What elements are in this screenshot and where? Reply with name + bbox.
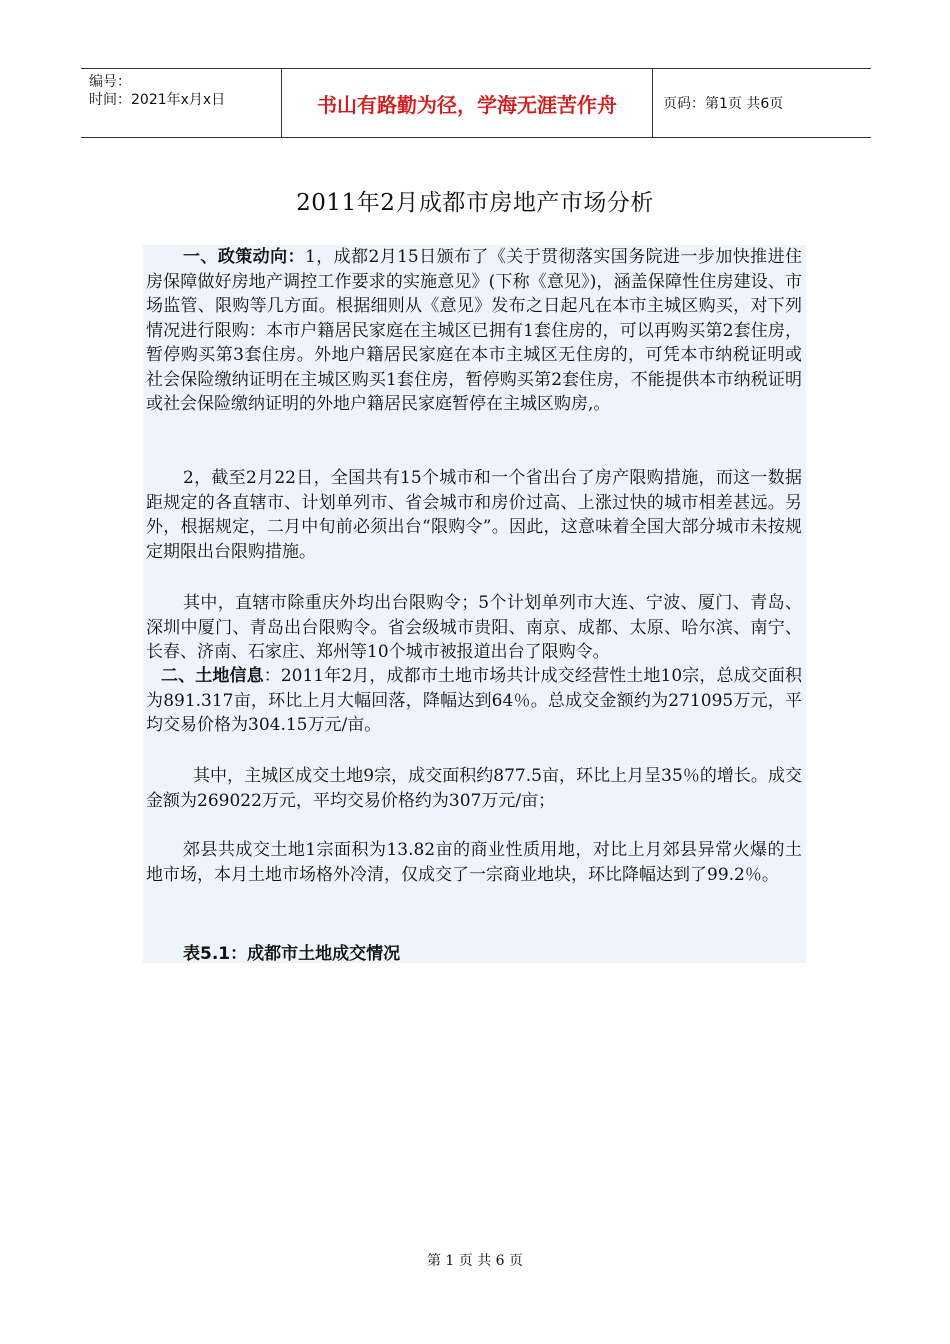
serial-label: 编号：	[89, 74, 131, 90]
document-title: 2011年2月成都市房地产市场分析	[296, 190, 654, 216]
header-motto: 书山有路勤为径，学海无涯苦作舟	[282, 69, 653, 137]
paragraph-policy-2: 2，截至2月22日，全国共有15个城市和一个省出台了房产限购措施，而这一数据距规定的各直辖市、计划单列市、省会城市和房价过高、上涨过快的城市相差甚远。另外，根据规定，二月中旬前必须出台“限购令”。因此，这意味着全国大部分城市未按规定期限出台限购措施。	[146, 468, 802, 562]
land-info-body: ：2011年2月，成都市土地市场共计成交经营性土地10宗，总成交面积为891.317亩，环比上月大幅回落，降幅达到64％。总成交金额约为271095万元，平均交易价格为304.15万元/亩。	[146, 666, 802, 735]
paragraph-main-district: 其中，主城区成交土地9宗，成交面积约877.5亩，环比上月呈35％的增长。成交金额为269022万元，平均交易价格约为307万元/亩；	[146, 766, 802, 811]
policy-body: 1，成都2月15日颁布了《关于贯彻落实国务院进一步加快推进住房保障做好房地产调控工作要求的实施意见》(下称《意见》)，涵盖保障性住房建设、市场监管、限购等几方面。根据细则从《意见》发布之日起凡在本市主城区购买，对下列情况进行限购：本市户籍居民家庭在主城区已拥有1套住房的，可以再购买第2套住房，暂停购买第3套住房。外地户籍居民家庭在本市主城区无住房的，可凭本市纳税证明或社会保险缴纳证明在主城区购买1套住房，暂停购买第2套住房，不能提供本市纳税证明或社会保险缴纳证明的外地户籍居民家庭暂停在主城区购房,。	[146, 247, 803, 414]
land-info-heading: 二、土地信息	[161, 666, 264, 686]
policy-heading: 一、政策动向：	[183, 247, 305, 267]
header-page-number: 页码：第1页 共6页	[663, 96, 784, 112]
header-meta	[81, 69, 282, 137]
paragraph-suburbs: 郊县共成交土地1宗面积为13.82亩的商业性质用地，对比上月郊县异常火爆的土地市场，本月土地市场格外冷清，仅成交了一宗商业地块，环比降幅达到了99.2％。	[146, 840, 802, 885]
paragraph-policy	[146, 245, 802, 417]
content-block	[143, 245, 806, 963]
paragraph-cities: 其中，直辖市除重庆外均出台限购令；5个计划单列市大连、宁波、厦门、青岛、深圳中厦门、青岛出台限购令。省会级城市贵阳、南京、成都、太原、哈尔滨、南宁、长春、济南、石家庄、郑州等10个城市被报道出台了限购令。	[146, 593, 802, 662]
page-footer: 第 1 页 共 6 页	[426, 1253, 524, 1269]
time-label: 时间：2021年x月x日	[89, 92, 226, 108]
paragraph-land-info	[146, 664, 802, 738]
table-caption: 表5.1：成都市土地成交情况	[183, 944, 401, 964]
page-header	[81, 68, 871, 138]
